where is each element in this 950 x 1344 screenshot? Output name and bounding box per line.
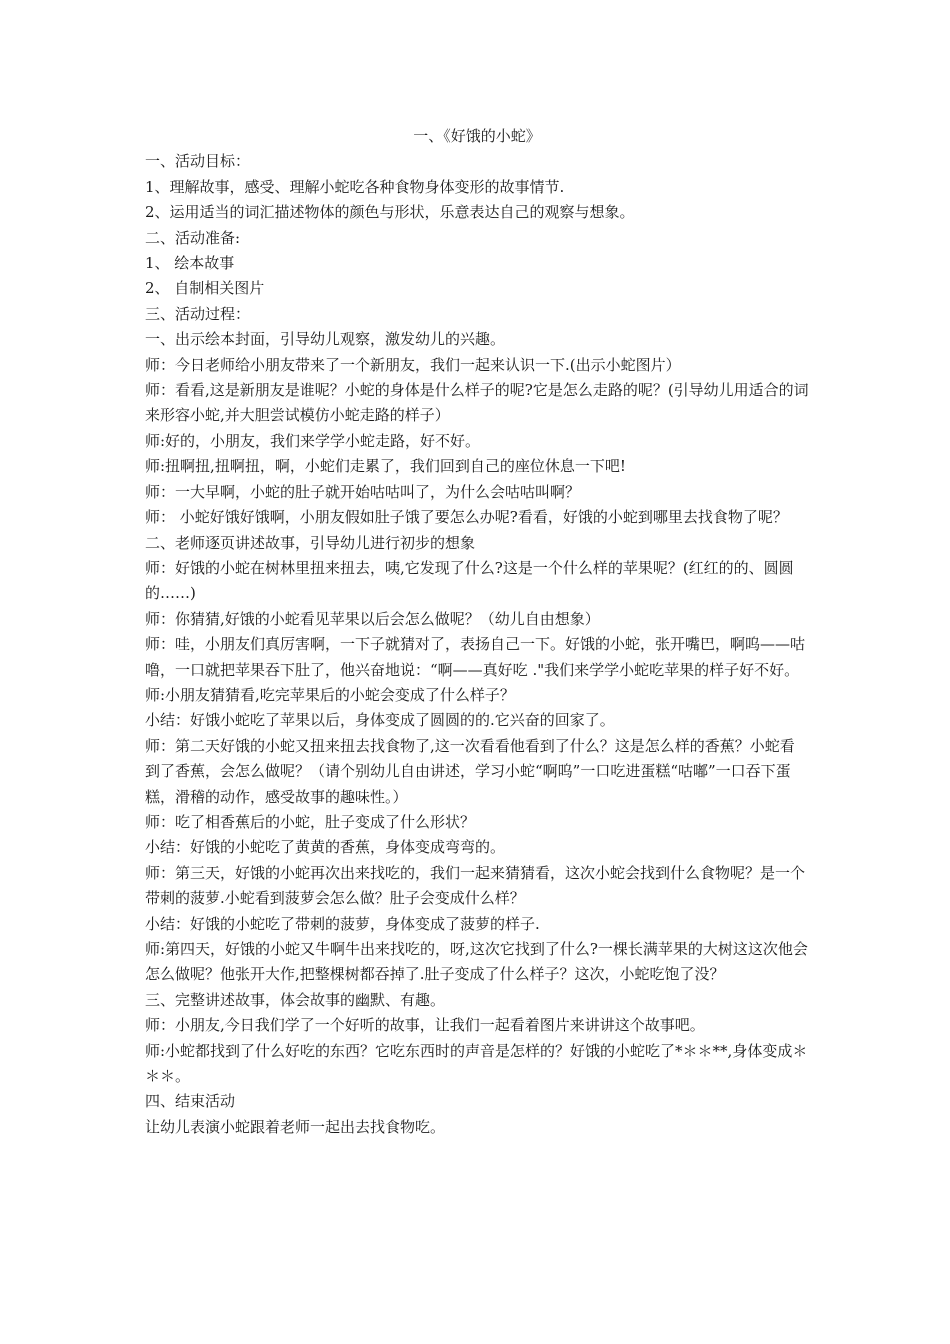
document-title: 一、《好饿的小蛇》 <box>413 127 541 145</box>
paragraph: 师：好饿的小蛇在树林里扭来扭去，咦,它发现了什么?这是一个什么样的苹果呢？(红红的的、圆圆的……) <box>145 558 794 603</box>
process-step-3-heading: 三、完整讲述故事，体会故事的幽默、有趣。 <box>145 990 446 1009</box>
preparation-item-1: 1、 绘本故事 <box>145 254 235 273</box>
paragraph: 师：哇，小朋友们真厉害啊，一下子就猜对了，表扬自己一下。好饿的小蛇，张开嘴巴，啊呜——咕噜，一口就把苹果吞下肚了，他兴奋地说：“啊——真好吃 ."我们来学学小蛇吃苹果的样子好不好。 <box>145 635 806 679</box>
process-step-1-heading: 一、出示绘本封面，引导幼儿观察，激发幼儿的兴趣。 <box>145 330 506 349</box>
summary-paragraph: 小结：好饿的小蛇吃了带刺的菠萝，身体变成了菠萝的样子. <box>145 914 540 933</box>
section-heading-ending: 四、结束活动 <box>145 1092 236 1111</box>
goal-item-2: 2、运用适当的词汇描述物体的颜色与形状，乐意表达自己的观察与想象。 <box>145 203 635 222</box>
paragraph: 师：第三天，好饿的小蛇再次出来找吃的，我们一起来猜猜看，这次小蛇会找到什么食物呢？是一个带刺的菠萝.小蛇看到菠萝会怎么做？肚子会变成什么样？ <box>145 863 806 908</box>
section-heading-preparation: 二、活动准备: <box>145 228 241 247</box>
paragraph: 师：一大早啊，小蛇的肚子就开始咕咕叫了，为什么会咕咕叫啊？ <box>145 482 581 501</box>
paragraph: 让幼儿表演小蛇跟着老师一起出去找食物吃。 <box>145 1117 446 1136</box>
paragraph: 师:小朋友猜猜看,吃完苹果后的小蛇会变成了什么样子？ <box>145 685 515 704</box>
section-heading-process: 三、活动过程： <box>145 304 251 323</box>
paragraph: 师:扭啊扭,扭啊扭，啊，小蛇们走累了，我们回到自己的座位休息一下吧! <box>145 457 626 476</box>
paragraph: 师:好的，小朋友，我们来学学小蛇走路，好不好。 <box>145 431 481 450</box>
goal-item-1: 1、理解故事，感受、理解小蛇吃各种食物身体变形的故事情节. <box>145 177 565 196</box>
summary-paragraph: 小结：好饿小蛇吃了苹果以后，身体变成了圆圆的的.它兴奋的回家了。 <box>145 711 615 730</box>
paragraph: 师： 小蛇好饿好饿啊，小朋友假如肚子饿了要怎么办呢?看看，好饿的小蛇到哪里去找食物了呢？ <box>145 508 788 527</box>
paragraph: 师：今日老师给小朋友带来了一个新朋友，我们一起来认识一下.(出示小蛇图片） <box>145 355 681 374</box>
paragraph: 师：小朋友,今日我们学了一个好听的故事，让我们一起看着图片来讲讲这个故事吧。 <box>145 1016 705 1035</box>
paragraph: 师：第二天好饿的小蛇又扭来扭去找食物了,这一次看看他看到了什么？这是怎么样的香蕉？小蛇看到了香蕉，会怎么做呢？（请个别幼儿自由讲述，学习小蛇“啊呜”一口吃进蛋糕“咕嘟”一口吞下蛋糕，滑稽的动作，感受故事的趣味性。） <box>145 736 795 806</box>
section-heading-goals: 一、活动目标： <box>145 152 251 171</box>
document-body <box>145 124 809 1140</box>
process-step-2-heading: 二、老师逐页讲述故事，引导幼儿进行初步的想象 <box>145 533 476 552</box>
paragraph: 师：你猜猜,好饿的小蛇看见苹果以后会怎么做呢？（幼儿自由想象） <box>145 609 600 628</box>
paragraph: 师：看看,这是新朋友是谁呢？小蛇的身体是什么样子的呢?它是怎么走路的呢？(引导幼儿用适合的词来形容小蛇,并大胆尝试模仿小蛇走路的样子） <box>145 381 809 425</box>
summary-paragraph: 小结：好饿的小蛇吃了黄黄的香蕉，身体变成弯弯的。 <box>145 838 506 857</box>
paragraph: 师:小蛇都找到了什么好吃的东西？它吃东西时的声音是怎样的？好饿的小蛇吃了*＊＊**,身体变成＊＊＊。 <box>145 1041 808 1086</box>
paragraph: 师：吃了相香蕉后的小蛇，肚子变成了什么形状？ <box>145 812 476 831</box>
paragraph: 师:第四天，好饿的小蛇又牛啊牛出来找吃的，呀,这次它找到了什么?一棵长满苹果的大树这这次他会怎么做呢？他张开大作,把整棵树都吞掉了.肚子变成了什么样子？这次，小蛇吃饱了没？ <box>145 940 808 984</box>
preparation-item-2: 2、 自制相关图片 <box>145 279 265 298</box>
